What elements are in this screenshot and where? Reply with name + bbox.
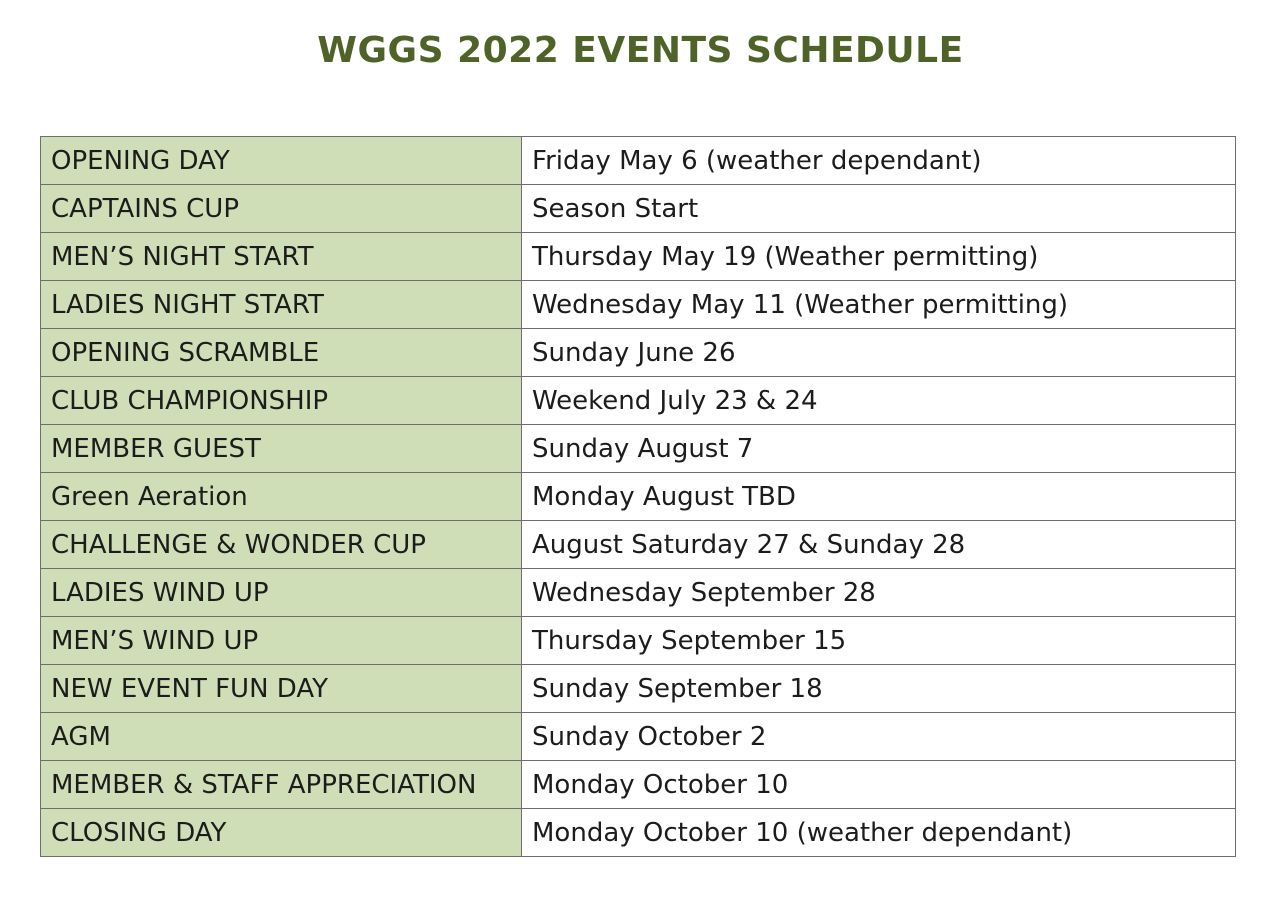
table-row bbox=[41, 425, 1236, 473]
event-date-cell: Friday May 6 (weather dependant) bbox=[522, 137, 1236, 185]
event-name-cell: CLUB CHAMPIONSHIP bbox=[41, 377, 522, 425]
table-row bbox=[41, 569, 1236, 617]
event-name-cell: MEMBER GUEST bbox=[41, 425, 522, 473]
table-row bbox=[41, 617, 1236, 665]
table-row bbox=[41, 137, 1236, 185]
table-row bbox=[41, 377, 1236, 425]
table-row bbox=[41, 665, 1236, 713]
event-date-cell: Weekend July 23 & 24 bbox=[522, 377, 1236, 425]
event-name-cell: AGM bbox=[41, 713, 522, 761]
event-name-cell: MEMBER & STAFF APPRECIATION bbox=[41, 761, 522, 809]
event-name-cell: NEW EVENT FUN DAY bbox=[41, 665, 522, 713]
event-date-cell: Wednesday May 11 (Weather permitting) bbox=[522, 281, 1236, 329]
table-row bbox=[41, 761, 1236, 809]
table-row bbox=[41, 329, 1236, 377]
event-name-cell: LADIES NIGHT START bbox=[41, 281, 522, 329]
table-row bbox=[41, 809, 1236, 857]
event-date-cell: Sunday August 7 bbox=[522, 425, 1236, 473]
event-date-cell: Sunday June 26 bbox=[522, 329, 1236, 377]
event-name-cell: OPENING SCRAMBLE bbox=[41, 329, 522, 377]
event-date-cell: Monday October 10 (weather dependant) bbox=[522, 809, 1236, 857]
event-name-cell: LADIES WIND UP bbox=[41, 569, 522, 617]
page-title: WGGS 2022 EVENTS SCHEDULE bbox=[317, 30, 964, 71]
events-table-body bbox=[41, 137, 1236, 857]
event-date-cell: Monday October 10 bbox=[522, 761, 1236, 809]
events-schedule-table bbox=[40, 136, 1236, 857]
event-name-cell: CLOSING DAY bbox=[41, 809, 522, 857]
event-date-cell: Thursday September 15 bbox=[522, 617, 1236, 665]
event-date-cell: Sunday September 18 bbox=[522, 665, 1236, 713]
table-row bbox=[41, 185, 1236, 233]
table-row bbox=[41, 233, 1236, 281]
event-name-cell: MEN’S NIGHT START bbox=[41, 233, 522, 281]
table-row bbox=[41, 521, 1236, 569]
event-name-cell: CAPTAINS CUP bbox=[41, 185, 522, 233]
table-row bbox=[41, 473, 1236, 521]
event-date-cell: Thursday May 19 (Weather permitting) bbox=[522, 233, 1236, 281]
event-name-cell: OPENING DAY bbox=[41, 137, 522, 185]
event-date-cell: Sunday October 2 bbox=[522, 713, 1236, 761]
event-name-cell: MEN’S WIND UP bbox=[41, 617, 522, 665]
event-date-cell: Monday August TBD bbox=[522, 473, 1236, 521]
event-date-cell: Wednesday September 28 bbox=[522, 569, 1236, 617]
table-row bbox=[41, 713, 1236, 761]
table-row bbox=[41, 281, 1236, 329]
event-name-cell: Green Aeration bbox=[41, 473, 522, 521]
event-date-cell: Season Start bbox=[522, 185, 1236, 233]
event-date-cell: August Saturday 27 & Sunday 28 bbox=[522, 521, 1236, 569]
event-name-cell: CHALLENGE & WONDER CUP bbox=[41, 521, 522, 569]
